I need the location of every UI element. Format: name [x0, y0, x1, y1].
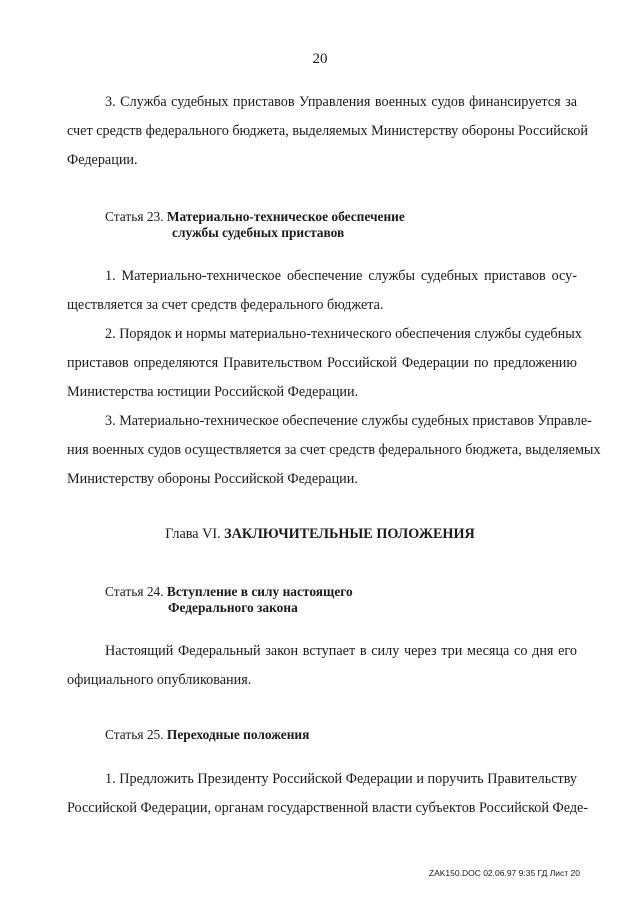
- paragraph-line: Министерству обороны Российской Федерации.: [67, 471, 358, 487]
- chapter-title: ЗАКЛЮЧИТЕЛЬНЫЕ ПОЛОЖЕНИЯ: [224, 526, 475, 542]
- paragraph-line: ществляется за счет средств федерального бюджета.: [67, 297, 384, 313]
- paragraph-line: Министерства юстиции Российской Федерации.: [67, 384, 359, 400]
- paragraph-line: Настоящий Федеральный закон вступает в силу через три месяца со дня его: [105, 643, 577, 659]
- paragraph-line: Федерации.: [67, 152, 138, 168]
- paragraph-line: 2. Порядок и нормы материально-технического обеспечения службы судебных: [105, 326, 582, 342]
- article-25-heading: [105, 727, 309, 743]
- paragraph-line: счет средств федерального бюджета, выделяемых Министерству обороны Российской: [67, 123, 588, 139]
- page-number: 20: [312, 51, 328, 67]
- article-number: Статья 23.: [105, 209, 167, 224]
- article-title-continued: службы судебных приставов: [172, 225, 345, 240]
- article-title: Материально-техническое обеспечение: [166, 209, 405, 224]
- article-23-heading: [105, 209, 405, 225]
- chapter-heading: [0, 526, 640, 543]
- article-number: Статья 25.: [105, 727, 167, 742]
- paragraph-line: приставов определяются Правительством Российской Федерации по предложению: [67, 355, 577, 371]
- paragraph-line: ния военных судов осуществляется за счет средств федерального бюджета, выделяемых: [67, 442, 601, 458]
- paragraph-line: Российской Федерации, органам государственной власти субъектов Российской Феде-: [67, 800, 589, 816]
- article-title: Вступление в силу настоящего: [166, 584, 353, 599]
- paragraph-line: 3. Служба судебных приставов Управления военных судов финансируется за: [105, 94, 577, 110]
- chapter-number: Глава VI.: [165, 526, 225, 542]
- paragraph-line: 1. Предложить Президенту Российской Федерации и поручить Правительству: [105, 771, 577, 787]
- document-footer: ZAK150.DOC 02.06.97 9:35 ГД Лист 20: [428, 868, 580, 878]
- paragraph-line: 3. Материально-техническое обеспечение службы судебных приставов Управле-: [105, 413, 592, 429]
- paragraph-line: официального опубликования.: [67, 672, 252, 688]
- article-title: Переходные положения: [166, 727, 310, 742]
- paragraph-line: 1. Материально-техническое обеспечение службы судебных приставов осу-: [105, 268, 577, 284]
- article-title-continued: Федерального закона: [168, 600, 298, 615]
- article-number: Статья 24.: [105, 584, 167, 599]
- article-24-heading: [105, 584, 353, 600]
